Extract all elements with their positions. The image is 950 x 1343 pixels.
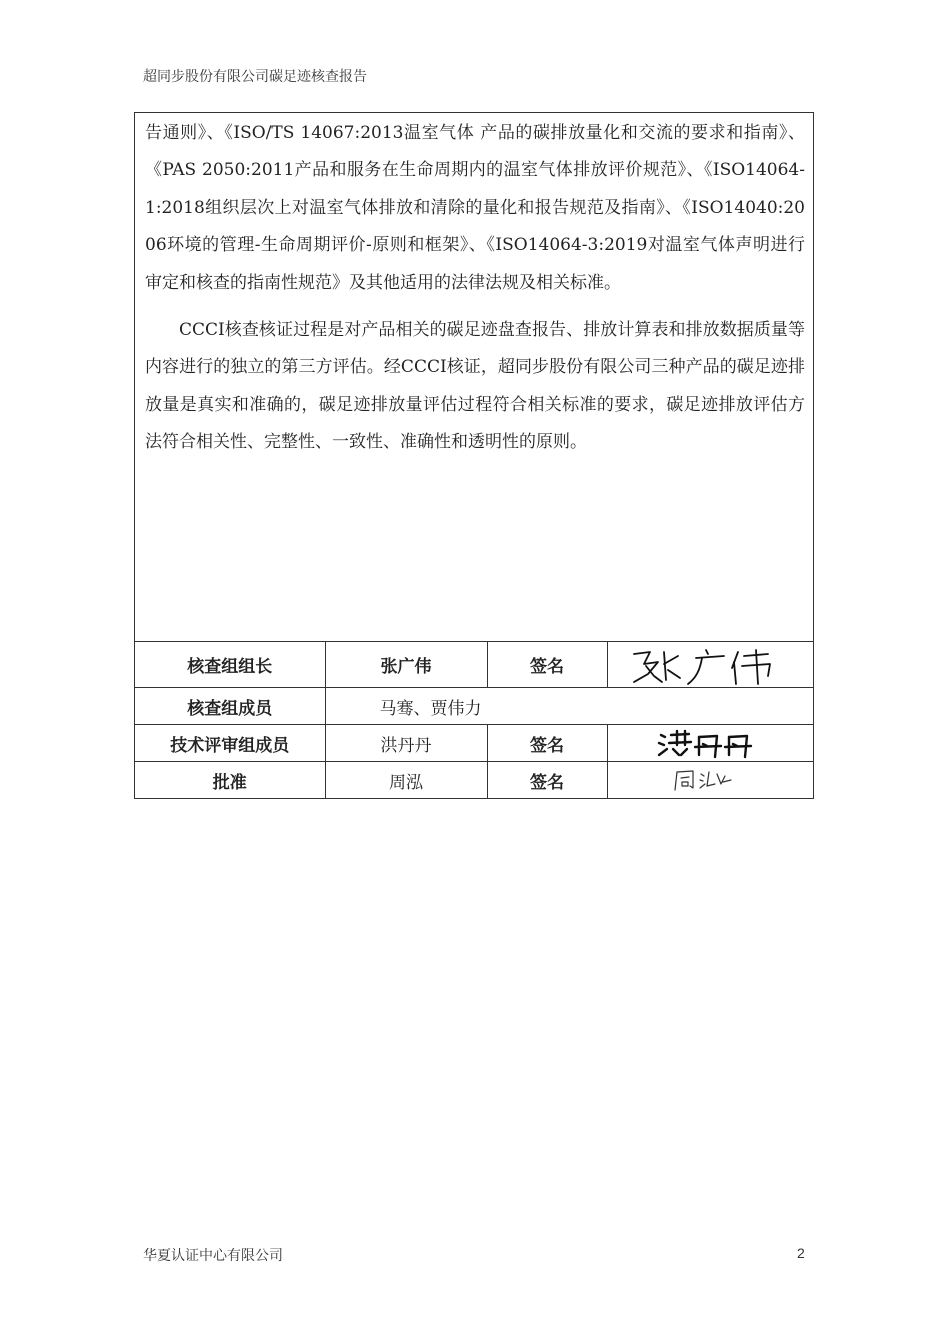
- members-names: 马骞、贾伟力: [325, 688, 813, 725]
- leader-label: 核查组组长: [135, 642, 325, 688]
- table-row: [135, 762, 813, 799]
- table-row: [135, 725, 813, 762]
- approve-signature: [607, 762, 813, 799]
- table-row: [135, 642, 813, 688]
- tech-review-name: 洪丹丹: [325, 725, 487, 762]
- standards-paragraph: 告通则》、《ISO/TS 14067:2013温室气体 产品的碳排放量化和交流的要求和指南》、《PAS 2050:2011产品和服务在生命周期内的温室气体排放评价规范》、《ISO14064-1:2018组织层次上对温室气体排放和清除的量化和报告规范及指南》、《ISO14040:2006环境的管理-生命周期评价-原则和框架》、《ISO14064-3:2019对温室气体声明进行审定和核查的指南性规范》及其他适用的法律法规及相关标准。: [145, 123, 805, 293]
- tech-sign-label: 签名: [487, 725, 607, 762]
- report-body: [135, 113, 813, 641]
- approve-name: 周泓: [325, 762, 487, 799]
- leader-name: 张广伟: [325, 642, 487, 688]
- table-row: [135, 688, 813, 725]
- leader-sign-label: 签名: [487, 642, 607, 688]
- tech-signature: [607, 725, 813, 762]
- signature-table: [135, 641, 813, 798]
- leader-signature-image: [620, 644, 800, 686]
- leader-signature: [607, 642, 813, 688]
- report-header-title: 超同步股份有限公司碳足迹核查报告: [143, 69, 367, 85]
- tech-signature-image: [655, 727, 765, 759]
- approve-label: 批准: [135, 762, 325, 799]
- members-label: 核查组成员: [135, 688, 325, 725]
- approve-signature-image: [665, 766, 755, 794]
- tech-review-label: 技术评审组成员: [135, 725, 325, 762]
- page-number: 2: [797, 1245, 805, 1261]
- footer-organization: 华夏认证中心有限公司: [143, 1248, 283, 1264]
- report-content-box: [134, 112, 814, 799]
- verification-conclusion-paragraph: CCCI核查核证过程是对产品相关的碳足迹盘查报告、排放计算表和排放数据质量等内容进行的独立的第三方评估。经CCCI核证，超同步股份有限公司三种产品的碳足迹排放量是真实和准确的，碳足迹排放量评估过程符合相关标准的要求，碳足迹排放评估方法符合相关性、完整性、一致性、准确性和透明性的原则。: [145, 320, 805, 453]
- approve-sign-label: 签名: [487, 762, 607, 799]
